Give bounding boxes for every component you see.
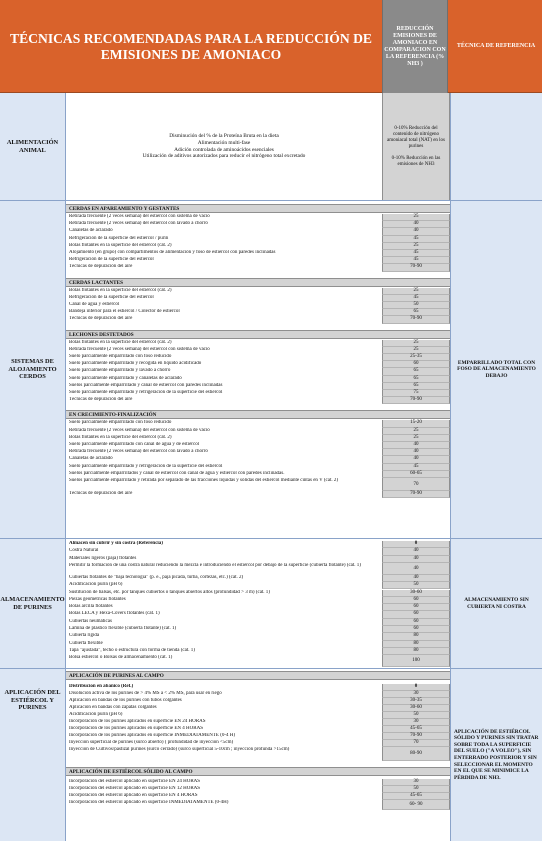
technique-description: Retirada frecuente (2 veces semana) del estiércol con lavado a chorro — [69, 449, 208, 455]
technique-row — [66, 733, 450, 740]
section-header: CERDAS LACTANTES — [66, 278, 450, 287]
technique-description: Bolas arcilla flotantes — [69, 604, 113, 610]
technique-row — [66, 435, 450, 442]
reduction-value: 70 — [382, 478, 450, 491]
technique-row — [66, 611, 450, 618]
technique-line: Alimentación multi-fase — [197, 139, 251, 146]
technique-description: Suelo parcialmente emparrillado con canal de agua y de estiércol — [69, 442, 200, 447]
technique-description: Canaletas de aclarado — [69, 228, 113, 234]
reference-cell-almacenamiento: ALMACENAMIENTO SIN CUBIERTA NI COSTRA — [450, 539, 542, 668]
reduction-value: 80 — [382, 641, 450, 648]
category-label-almacenamiento: ALMACENAMIENTO DE PURINES — [0, 539, 66, 668]
technique-description: Suelos parcialmente emparrillado y canal de estiércol con paredes inclinadas — [69, 382, 223, 388]
technique-row — [66, 221, 450, 228]
technique-row — [66, 347, 450, 354]
category-label-alojamiento: SISTEMAS DE ALOJAMIENTO CERDOS — [0, 201, 66, 538]
technique-row — [66, 243, 450, 250]
technique-row — [66, 257, 450, 264]
row-alojamiento — [0, 201, 542, 539]
technique-row — [66, 641, 450, 648]
reduction-value: 70 — [382, 740, 450, 747]
reduction-value: 45 — [382, 236, 450, 243]
technique-description: Distribución en abanico (Ref.) — [69, 684, 134, 689]
technique-row — [66, 747, 450, 761]
technique-row — [66, 449, 450, 456]
technique-row — [66, 698, 450, 705]
reduction-value: 60 — [382, 604, 450, 611]
technique-row — [66, 471, 450, 478]
technique-description: Canal de agua y estiércol — [69, 302, 120, 307]
technique-description: Costra Natural — [69, 548, 99, 554]
technique-description: Acidificación purín (pH 6) — [69, 712, 123, 717]
technique-description: Disolución activa de los purines de > 4% MS a < 2% MS, para usar en riego — [69, 691, 222, 696]
technique-row — [66, 383, 450, 390]
technique-description: Refrigeración de la superficie del estiércol — [69, 294, 154, 300]
technique-description: Suelo parcialmente emparrillado y lavado a chorro — [69, 368, 171, 374]
technique-description: Refrigeración de la superficie del estiércol / purín — [69, 235, 169, 241]
technique-description: Retirada frecuente (2 veces semana) del estiércol con sistema de vacío — [69, 346, 210, 352]
technique-row — [66, 478, 450, 491]
reduction-column-header: REDUCCIÓN EMISIONES DE AMONIACO EN COMPARACION CON LA REFERENCIA (% NH3 ) — [382, 0, 448, 93]
section-header: APLICACIÓN DE ESTIÉRCOL SÓLIDO AL CAMPO — [66, 767, 450, 776]
section-header: LECHONES DESTETADOS — [66, 330, 450, 339]
technique-description: Suelos parcialmente emparrillado y retirada por separado de las fracciones líquidas y sólidas del estiércol mediante cintas en V (cat. 2) — [69, 478, 339, 483]
reference-column-header: TÉCNICA DE REFERENCIA — [456, 43, 536, 49]
technique-row — [66, 397, 450, 404]
reduction-value: 65 — [382, 309, 450, 316]
technique-row — [66, 361, 450, 368]
technique-row — [66, 655, 450, 667]
technique-description: Tapa "ajustada", techo o estructura con forma de tienda (cat. 1) — [69, 647, 195, 653]
reduction-value: 50 — [382, 582, 450, 589]
technique-row — [66, 442, 450, 449]
reduction-value: 30-60 — [382, 705, 450, 712]
technique-row — [66, 740, 450, 747]
technique-line: Disminución del % de la Proteína Bruta en la dieta — [169, 133, 279, 140]
row-alimentacion — [0, 93, 542, 201]
technique-row — [66, 548, 450, 555]
technique-description: Retirada frecuente (2 veces semana) del estiércol con sistema de vacío — [69, 214, 210, 219]
reduction-value: 70-90 — [382, 491, 450, 498]
reduction-value: 40 — [382, 221, 450, 228]
technique-description: Bandeja inferior para el estiércol / Colector de estiércol — [69, 309, 180, 315]
technique-row — [66, 726, 450, 733]
technique-description: Incorporación del estiércol aplicado en superficie INMEDIATAMENTE (0-4H) — [69, 800, 229, 805]
technique-row — [66, 464, 450, 471]
reduction-value: 45 — [382, 250, 450, 257]
technique-row — [66, 302, 450, 309]
technique-description: Incorporación del estiércol aplicado en superficie EN 12 HORAS — [69, 786, 201, 791]
reduction-value: 25 — [382, 347, 450, 354]
alojamiento-content — [66, 201, 450, 538]
technique-row — [66, 228, 450, 235]
reduction-value: 50 — [382, 786, 450, 793]
technique-row — [66, 590, 450, 597]
reduction-value: 45 — [382, 257, 450, 264]
technique-description: Refrigeración de la superficie del estiércol — [69, 257, 154, 263]
technique-row — [66, 309, 450, 316]
technique-description: Suelos parcialmente emparrillados y canal de estiércol con canal de agua y estiércol con paredes inclinadas. — [69, 470, 285, 476]
reduction-value: 25 — [382, 243, 450, 250]
technique-row — [66, 368, 450, 375]
technique-line: Adición controlada de aminoácidos esenciales — [174, 146, 274, 153]
reduction-value: 40 — [382, 563, 450, 575]
technique-row — [66, 340, 450, 347]
technique-row — [66, 604, 450, 611]
reduction-value: 25 — [382, 435, 450, 442]
reduction-value: 45-65 — [382, 726, 450, 733]
technique-description: Aplicación en bandas de los purines con tubos colgantes — [69, 698, 182, 703]
technique-row — [66, 712, 450, 719]
reduction-value: 80 — [382, 633, 450, 640]
technique-description: Cubiertas neumáticas — [69, 618, 112, 624]
technique-row — [66, 597, 450, 604]
reduction-value: 40 — [382, 449, 450, 456]
technique-description: Bolas flotantes en la superficie del estiércol (cat. 2) — [69, 339, 172, 345]
reduction-value: 60 — [382, 619, 450, 626]
reduction-value: 45 — [382, 464, 450, 471]
reduction-value: 65 — [382, 383, 450, 390]
technique-description: Bolas LECA y Hexa-Covers flotantes (cat. 1) — [69, 611, 160, 617]
reduction-value: 70-90 — [382, 316, 450, 323]
technique-description: Bolas flotantes en la superficie del estiércol (cat. 2) — [69, 287, 172, 293]
reduction-value: 70-90 — [382, 733, 450, 740]
alimentacion-techniques — [66, 93, 382, 200]
technique-row — [66, 214, 450, 221]
reduction-value: 40 — [382, 456, 450, 463]
technique-row — [66, 779, 450, 786]
reduction-value: 30 — [382, 719, 450, 726]
technique-description: Suelo parcialmente emparrillado y refrigeración de la superficie del estiércol — [69, 463, 223, 469]
technique-row — [66, 456, 450, 463]
technique-description: Inyección de Cultivos/pastizal purines (surco cerrado) (surco superficial 5-10cm ; inyección profunda >15cm) — [69, 747, 290, 752]
reduction-value: 65 — [382, 368, 450, 375]
technique-description: Canaletas de aclarado — [69, 456, 113, 462]
technique-row — [66, 691, 450, 698]
technique-description: Retirada frecuente (2 veces semana) del estiércol con lavado a chorro — [69, 221, 208, 227]
reduction-value: 40 — [382, 575, 450, 582]
technique-row — [66, 295, 450, 302]
reduction-value: 45-65 — [382, 793, 450, 800]
reduction-value: 25 — [382, 214, 450, 221]
technique-row — [66, 619, 450, 626]
section-header: EN CRECIMIENTO-FINALIZACIÓN — [66, 410, 450, 419]
technique-description: Técnicas de depuración del aire — [69, 264, 133, 270]
technique-row — [66, 575, 450, 582]
technique-description: Sustitución de balsas, etc. por tanques cubiertos o tanques abiertos altos (profundidad > 3 m) (cat. 1) — [69, 589, 270, 595]
technique-row — [66, 633, 450, 640]
reduction-value: 25 — [382, 288, 450, 295]
reduction-value: 80-90 — [382, 747, 450, 761]
technique-description: Materiales ligeros (paja) flotantes — [69, 555, 137, 561]
technique-description: Suelo parcialmente emparrillado y recogida en líquido acidificado — [69, 361, 202, 367]
technique-row — [66, 719, 450, 726]
technique-description: Permitir la formación de una costra natural reduciendo la mezcla e introduciendo el estiércol por debajo de la superficie (cubierta flotante) (cat. 1) — [69, 562, 361, 568]
technique-description: Cubiertas flotantes de "baja tecnología" (p. e., paja picada, turba, cortezas, etc.) (cat. 2) — [69, 574, 244, 580]
reduction-value: 25 — [382, 428, 450, 435]
row-almacenamiento — [0, 539, 542, 669]
reference-cell-aplicacion: APLICACIÓN DE ESTIÉRCOL SÓLIDO Y PURINES SIN TRATAR SOBRE TODA LA SUPERFICIE DEL SUELO ("A VOLEO"), SIN ENTERRADO POSTERIOR Y SIN SELECCIONAR EL MOMENTO EN EL QUE SE MINIMICE LA PÉRDIDA DE NH3. — [450, 669, 542, 841]
technique-row — [66, 563, 450, 575]
reduction-value: 0 — [382, 541, 450, 548]
technique-row — [66, 420, 450, 427]
technique-description: Incorporación de los purines aplicados en superficie EN 24 HORAS — [69, 719, 206, 724]
reduction-value: 25-35 — [382, 354, 450, 361]
technique-row — [66, 556, 450, 563]
technique-row — [66, 582, 450, 589]
reduction-value: 60-65 — [382, 471, 450, 478]
technique-row — [66, 793, 450, 800]
technique-row — [66, 491, 450, 498]
technique-description: Incorporación de los purines aplicados en superficie EN 4 HORAS — [69, 726, 203, 731]
reduction-value: 75 — [382, 390, 450, 397]
row-aplicacion — [0, 669, 542, 841]
reduction-value: 100 — [382, 655, 450, 667]
technique-line: Utilización de aditivos autorizados para reducir el nitrógeno total excretado — [142, 153, 306, 160]
technique-row — [66, 428, 450, 435]
technique-row — [66, 316, 450, 323]
reduction-line: 0-10% Reducción del contenido de nitrógeno amoniacal total (NAT) en los purines — [386, 125, 446, 149]
technique-row — [66, 648, 450, 655]
reduction-value: 15-20 — [382, 420, 450, 427]
technique-row — [66, 288, 450, 295]
technique-description: Bolas flotantes en la superficie del estiércol (cat. 2) — [69, 242, 172, 248]
section-header: APLICACIÓN DE PURINES AL CAMPO — [66, 671, 450, 680]
page-title: TÉCNICAS RECOMENDADAS PARA LA REDUCCIÓN DE EMISIONES DE AMONIACO — [10, 30, 372, 62]
reduction-value: 30 — [382, 779, 450, 786]
reduction-value: 60 — [382, 597, 450, 604]
reduction-value: 40 — [382, 556, 450, 563]
reduction-value: 80 — [382, 648, 450, 655]
reference-cell-alojamiento: EMPARRILLADO TOTAL CON FOSO DE ALMACENAMIENTO DEBAJO — [450, 201, 542, 538]
technique-description: Suelo parcialmente emparrillado y canaletas de aclarado — [69, 375, 182, 381]
technique-description: Técnicas de depuración del aire — [69, 316, 133, 322]
technique-description: Bolas flotantes en la superficie del estiércol (cat. 2) — [69, 434, 172, 440]
technique-description: Aplicación en bandas con zapatas colgantes — [69, 705, 157, 710]
reference-cell-alimentacion — [450, 93, 542, 200]
reduction-value: 60 — [382, 626, 450, 633]
reduction-value: 60 — [382, 361, 450, 368]
reduction-value: 50 — [382, 712, 450, 719]
technique-description: Suelo parcialmente emparrillado con foso reducido — [69, 354, 172, 359]
technique-row — [66, 250, 450, 257]
technique-description: Retirada frecuente (2 veces semana) del estiércol con sistema de vacío — [69, 427, 210, 433]
technique-description: Suelo parcialmente emparrillado y refrigeración de la superficie del estiércol — [69, 390, 223, 395]
technique-description: Técnicas de depuración del aire — [69, 491, 133, 496]
technique-row — [66, 800, 450, 810]
technique-description: Piezas geométricas flotantes — [69, 596, 126, 602]
technique-row — [66, 541, 450, 548]
reduction-value: 60- 90 — [382, 800, 450, 810]
technique-row — [66, 626, 450, 633]
technique-description: Cubierta flexible — [69, 640, 103, 646]
technique-description: Lámina de plástico flexible (cubierta flotante) (cat. 1) — [69, 626, 177, 631]
category-label-alimentacion: ALIMENTACIÓN ANIMAL — [0, 93, 66, 200]
reduction-value: 70-90 — [382, 397, 450, 404]
technique-description: Suelo parcialmente emparrillado con foso reducido — [69, 420, 172, 426]
reduction-value: 40 — [382, 442, 450, 449]
technique-description: Incorporación del estiércol aplicado en superficie EN 4 HORAS — [69, 793, 198, 798]
technique-row — [66, 390, 450, 397]
technique-description: Bolsa estiércol o Bolsas de almacenamiento (cat. 1) — [69, 655, 173, 661]
alimentacion-reduction — [382, 93, 450, 200]
alimentacion-content — [66, 93, 450, 200]
reduction-value: 45 — [382, 295, 450, 302]
reduction-value: 0 — [382, 684, 450, 691]
technique-description: Almacén sin cubrir y sin costra (Referencia) — [69, 541, 163, 546]
reduction-value: 30-35 — [382, 698, 450, 705]
technique-row — [66, 786, 450, 793]
technique-row — [66, 376, 450, 383]
technique-description: Acidificación purín (pH 6) — [69, 582, 123, 588]
category-label-aplicacion: APLICACIÓN DEL ESTIÉRCOL Y PURINES — [0, 669, 66, 841]
technique-description: Técnicas de depuración del aire — [69, 397, 133, 403]
reduction-value: 40 — [382, 548, 450, 555]
reduction-value: 30 — [382, 691, 450, 698]
aplicacion-content — [66, 669, 450, 841]
table-header — [0, 0, 542, 93]
reduction-value: 40 — [382, 228, 450, 235]
reduction-value: 30-60 — [382, 590, 450, 597]
technique-description: Inyección superficial de purines (surco abierto) ( profundidad de inyección <5cm) — [69, 740, 234, 745]
reduction-line: 0-10% Reducción en las emisiones de NH3 — [391, 155, 441, 167]
section-header: CERDAS EN APAREAMIENTO Y GESTANTES — [66, 204, 450, 213]
technique-description: Incorporación de los purines aplicados en superficie INMEDIATAMENTE (0-4 H) — [69, 733, 236, 738]
reduction-value: 25 — [382, 340, 450, 347]
technique-row — [66, 236, 450, 243]
technique-description: Incorporación del estiércol aplicado en superficie EN 24 HORAS — [69, 779, 201, 784]
technique-description: Alojamiento (en grupo) con compartimentos de alimentación y foso de estiércol con paredes inclinadas — [69, 250, 276, 255]
reduction-value: 60 — [382, 611, 450, 618]
technique-row — [66, 705, 450, 712]
almacenamiento-content — [66, 539, 450, 668]
reduction-value: 70-90 — [382, 264, 450, 271]
reduction-value: 50 — [382, 302, 450, 309]
technique-row — [66, 684, 450, 691]
technique-row — [66, 354, 450, 361]
technique-row — [66, 264, 450, 271]
technique-description: Cubierta rígida — [69, 633, 100, 639]
reduction-value: 65 — [382, 376, 450, 383]
